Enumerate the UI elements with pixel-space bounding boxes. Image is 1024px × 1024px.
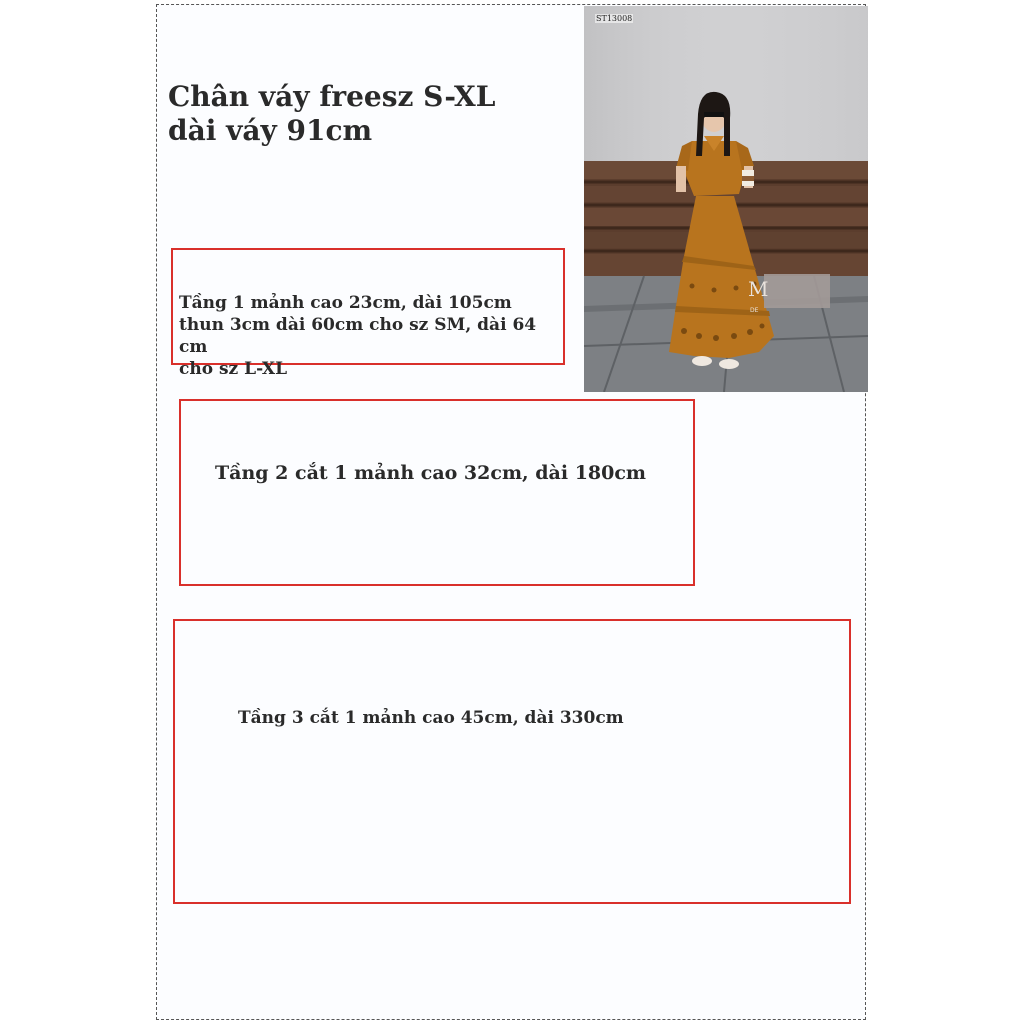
title-line-2: dài váy 91cm [168, 114, 373, 147]
tier-2-box [179, 399, 695, 586]
tier-1-line-1: Tầng 1 mảnh cao 23cm, dài 105cm [179, 293, 512, 313]
page-title [168, 80, 568, 148]
product-photo-illustration [584, 6, 868, 392]
product-sku: ST13008 [596, 14, 633, 23]
tier-1-text [179, 292, 559, 380]
title-line-1: Chân váy freesz S-XL [168, 80, 496, 113]
tier-3-text [238, 707, 624, 729]
tier-2-line-1: Tầng 2 cắt 1 mảnh cao 32cm, dài 180cm [215, 462, 647, 484]
watermark-letter: M [748, 277, 769, 301]
tier-1-line-2: thun 3cm dài 60cm cho sz SM, dài 64 cm [179, 315, 537, 357]
product-photo [584, 6, 868, 392]
tier-3-line-1: Tầng 3 cắt 1 mảnh cao 45cm, dài 330cm [238, 708, 624, 728]
tier-1-line-3: cho sz L-XL [179, 359, 288, 379]
tier-2-text [215, 462, 646, 484]
watermark-sub: DE [750, 307, 759, 314]
tier-3-box [173, 619, 851, 904]
